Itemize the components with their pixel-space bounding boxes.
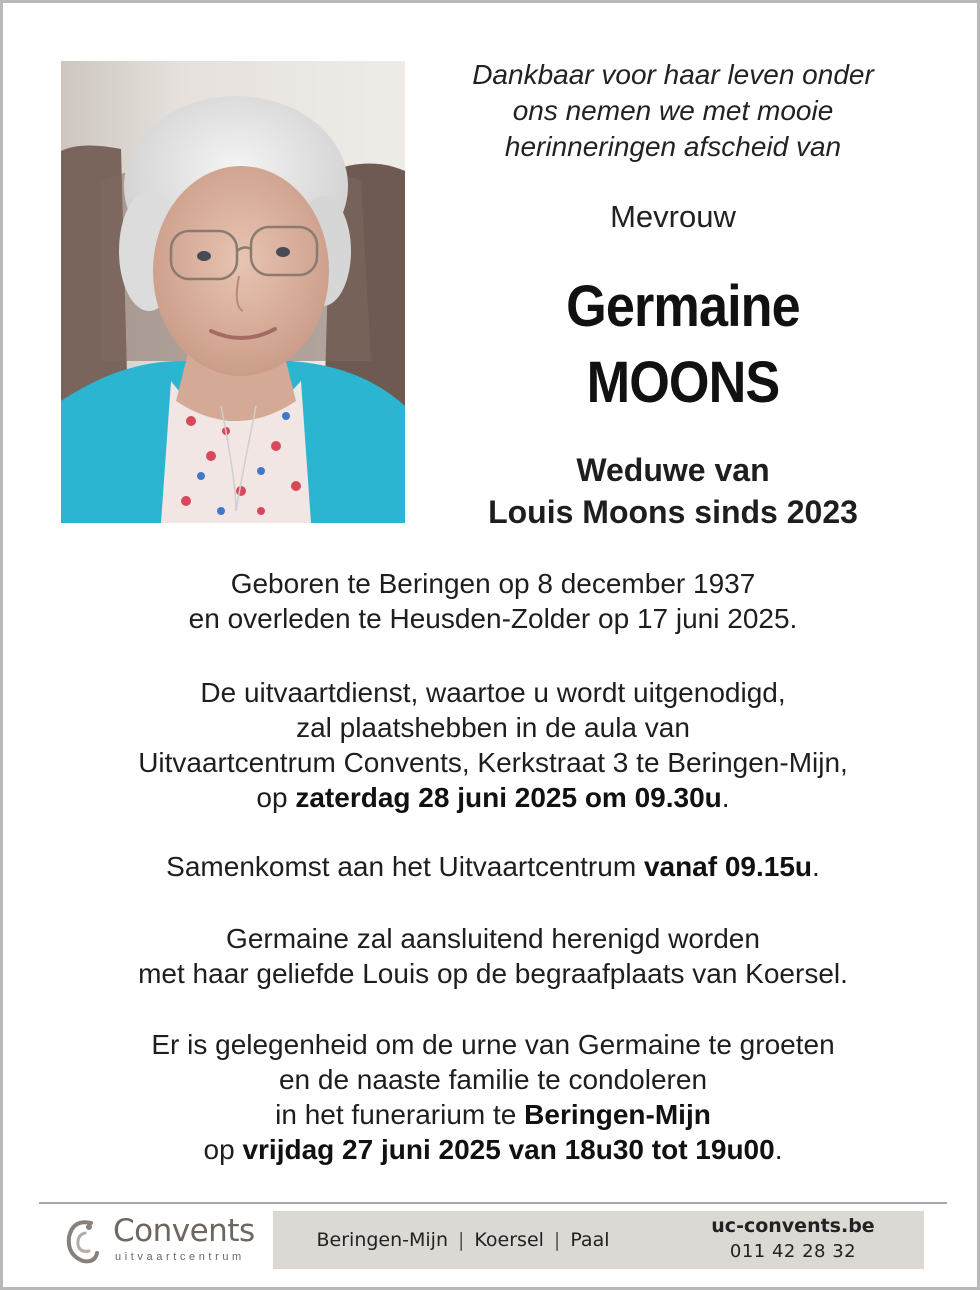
- intro-line: herinneringen afscheid van: [504, 131, 842, 162]
- condolence-location: Beringen-Mijn: [524, 1099, 711, 1130]
- widow-line: Louis Moons sinds 2023: [488, 494, 858, 530]
- birth-death-paragraph: [43, 566, 943, 636]
- contact-info: [693, 1215, 893, 1262]
- location-list: [273, 1211, 653, 1269]
- convents-logo-icon: [63, 1215, 103, 1267]
- birth-line: Geboren te Beringen op 8 december 1937: [230, 568, 756, 599]
- reunion-paragraph: [43, 921, 943, 991]
- website-link[interactable]: uc-convents.be: [711, 1215, 875, 1237]
- death-line: en overleden te Heusden-Zolder op 17 juni 2025.: [188, 603, 798, 634]
- location-koersel: Koersel: [474, 1229, 544, 1251]
- brand-name: Convents: [113, 1213, 255, 1249]
- gathering-line: [43, 849, 943, 884]
- service-datetime-line: [43, 780, 943, 815]
- intro-line: ons nemen we met mooie: [512, 95, 834, 126]
- reunion-line: met haar geliefde Louis op de begraafplaats van Koersel.: [138, 958, 848, 989]
- text-fragment: .: [812, 851, 820, 882]
- condolence-datetime: vrijdag 27 juni 2025 van 18u30 tot 19u00: [242, 1134, 775, 1165]
- text-fragment: op: [203, 1134, 243, 1165]
- last-name: MOONS: [586, 350, 780, 415]
- text-fragment: op: [256, 782, 296, 813]
- location-paal: Paal: [570, 1229, 610, 1251]
- convents-logo: [63, 1211, 273, 1271]
- condolence-paragraph: [43, 1027, 943, 1167]
- text-fragment: .: [774, 1134, 783, 1165]
- text-fragment: .: [721, 782, 730, 813]
- phone-number: 011 42 28 32: [729, 1241, 857, 1262]
- gathering-paragraph: [43, 849, 943, 884]
- location-beringen-mijn: Beringen-Mijn: [316, 1229, 448, 1251]
- footer-divider: [39, 1202, 947, 1204]
- condolence-line: en de naaste familie te condoleren: [278, 1064, 708, 1095]
- first-name: Germaine: [566, 274, 800, 339]
- widow-statement: [423, 449, 923, 533]
- service-line: De uitvaartdienst, waartoe u wordt uitgenodigd,: [200, 677, 786, 708]
- location-separator: |: [553, 1229, 561, 1251]
- text-fragment: in het funerarium te: [275, 1099, 525, 1130]
- service-line: Uitvaartcentrum Convents, Kerkstraat 3 te Beringen-Mijn,: [138, 747, 848, 778]
- intro-line: Dankbaar voor haar leven onder: [472, 59, 874, 90]
- location-separator: |: [458, 1229, 465, 1251]
- brand-subtitle: uitvaartcentrum: [115, 1251, 245, 1263]
- text-fragment: Samenkomst aan het Uitvaartcentrum: [166, 851, 644, 882]
- footer-bar: [273, 1211, 924, 1269]
- widow-line: Weduwe van: [576, 452, 770, 488]
- service-datetime: zaterdag 28 juni 2025 om 09.30u: [295, 782, 722, 813]
- condolence-line: Er is gelegenheid om de urne van Germaine te groeten: [151, 1029, 835, 1060]
- portrait-photo: [61, 61, 405, 523]
- service-paragraph: [43, 675, 943, 815]
- service-line: zal plaatshebben in de aula van: [296, 712, 690, 743]
- honorific: Mevrouw: [610, 199, 736, 234]
- condolence-datetime-line: [43, 1132, 943, 1167]
- intro-text: [423, 57, 923, 165]
- gathering-time: vanaf 09.15u: [643, 851, 813, 882]
- condolence-location-line: [43, 1097, 943, 1132]
- reunion-line: Germaine zal aansluitend herenigd worden: [226, 923, 760, 954]
